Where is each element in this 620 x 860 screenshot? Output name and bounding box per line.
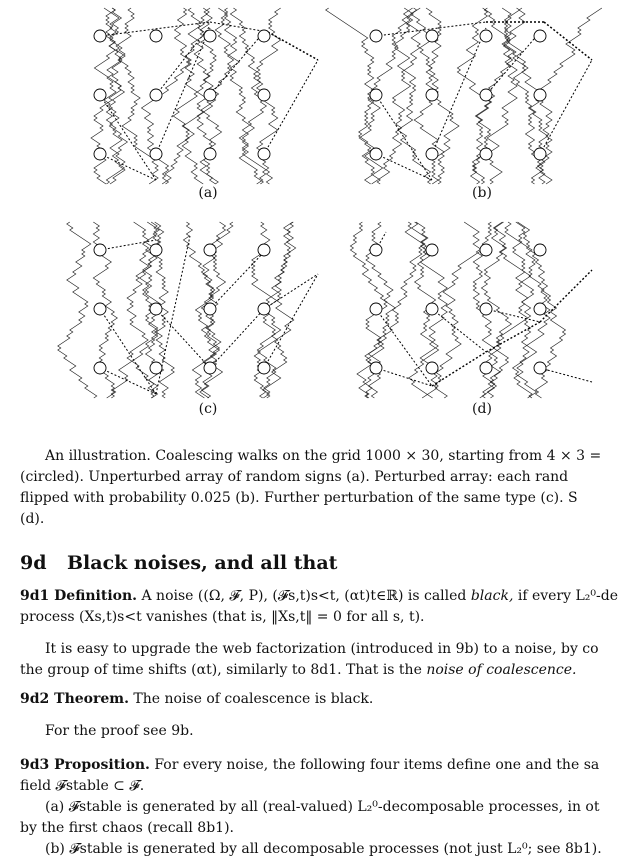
start-point-circle (150, 244, 162, 256)
start-point-circle (258, 89, 270, 101)
start-point-circle (534, 244, 546, 256)
start-point-circle (94, 244, 106, 256)
start-point-circle (534, 303, 546, 315)
start-point-circle (204, 244, 216, 256)
coalescence-link (544, 22, 592, 60)
start-point-circle (426, 89, 438, 101)
proposition-label: 9d3 Proposition. (20, 757, 150, 773)
coalescing-walks-plot-a (90, 8, 326, 184)
walk-trace (395, 8, 431, 184)
start-point-circle (204, 148, 216, 160)
section-heading (20, 552, 337, 574)
start-point-circle (426, 30, 438, 42)
definition-term: black, (470, 588, 514, 604)
start-point-circle (258, 303, 270, 315)
coalescence-link (264, 274, 318, 309)
theorem-text: The noise of coalescence is black. (133, 691, 374, 707)
start-point-circle (94, 30, 106, 42)
coalescence-link (100, 95, 156, 180)
coalescence-link (264, 60, 318, 154)
figure-panel-b (366, 8, 595, 184)
figure-description-line: flipped with probability 0.025 (b). Further perturbation of the same type (c). S (20, 490, 578, 506)
coalescence-link (540, 368, 592, 382)
start-point-circle (370, 244, 382, 256)
start-point-circle (370, 303, 382, 315)
paragraph-noise-of-coalescence (20, 639, 620, 681)
start-point-circle (480, 30, 492, 42)
start-point-circle (370, 30, 382, 42)
figure-caption-b: (b) (472, 185, 492, 201)
start-point-circle (150, 303, 162, 315)
start-point-circle (534, 89, 546, 101)
coalescence-link (210, 252, 264, 309)
figure-panel-a (90, 8, 326, 184)
figure-panel-d (366, 222, 595, 398)
start-point-circle (426, 244, 438, 256)
coalescence-link (100, 309, 156, 394)
start-point-circle (426, 303, 438, 315)
proposition-text: For every noise, the following four items define one and the sa (154, 757, 600, 773)
coalescence-link (540, 60, 592, 154)
proof-reference (20, 721, 620, 742)
coalescence-link (376, 368, 432, 386)
start-point-circle (426, 362, 438, 374)
start-point-circle (480, 148, 492, 160)
start-point-circle (150, 30, 162, 42)
start-point-circle (534, 148, 546, 160)
figure-description (20, 446, 620, 530)
start-point-circle (204, 89, 216, 101)
start-point-circle (426, 148, 438, 160)
start-point-circle (204, 362, 216, 374)
start-point-circle (370, 362, 382, 374)
proof-text: For the proof see 9b. (45, 723, 194, 739)
definition-line: process (Xs,t)s<t vanishes (that is, ‖Xs,t‖ = 0 for all s, t). (20, 609, 425, 625)
start-point-circle (94, 362, 106, 374)
coalescing-walks-plot-b (366, 8, 595, 184)
paragraph-text: the group of time shifts (αt), similarly to 8d1. That is the (20, 662, 422, 678)
start-point-circle (480, 362, 492, 374)
coalescence-link (486, 32, 540, 95)
proposition-item-a-cont: by the first chaos (recall 8b1). (20, 820, 234, 836)
theorem-9d2 (20, 689, 620, 710)
start-point-circle (258, 30, 270, 42)
section-title: Black noises, and all that (67, 552, 338, 574)
section-number: 9d (20, 552, 47, 574)
figure-description-line: An illustration. Coalescing walks on the grid 1000 × 30, starting from 4 × 3 = (45, 448, 602, 464)
start-point-circle (94, 303, 106, 315)
start-point-circle (94, 148, 106, 160)
coalescence-link (210, 22, 268, 32)
figure-description-line: (circled). Unperturbed array of random signs (a). Perturbed array: each rand (20, 469, 569, 485)
coalescence-link (486, 309, 540, 322)
figure-description-line: (d). (20, 511, 45, 527)
coalescence-link (210, 309, 264, 368)
proposition-item-b: (b) 𝓕stable is generated by all decomposable processes (not just L₂⁰; see 8b1). (45, 841, 602, 857)
paragraph-line: It is easy to upgrade the web factorization (introduced in 9b) to a noise, by co (45, 641, 599, 657)
definition-label: 9d1 Definition. (20, 588, 138, 604)
definition-text: A noise (141, 588, 194, 604)
start-point-circle (150, 362, 162, 374)
start-point-circle (370, 89, 382, 101)
definition-text: is called (407, 588, 467, 604)
definition-text: if every L₂⁰-de (517, 588, 618, 604)
coalescence-link (100, 368, 156, 394)
figure-caption-c: (c) (198, 401, 218, 417)
coalescence-link (100, 154, 156, 180)
start-point-circle (534, 30, 546, 42)
start-point-circle (258, 362, 270, 374)
proposition-item-a: (a) 𝓕stable is generated by all (real-valued) L₂⁰-decomposable processes, in ot (45, 799, 600, 815)
walk-trace (142, 8, 190, 184)
coalescence-link (486, 322, 540, 352)
figure-caption-d: (d) (472, 401, 492, 417)
paragraph-term: noise of coalescence. (426, 662, 577, 678)
start-point-circle (94, 89, 106, 101)
start-point-circle (370, 148, 382, 160)
start-point-circle (204, 30, 216, 42)
definition-math: ((Ω, 𝓕, P), (𝓕s,t)s<t, (αt)t∈ℝ) (197, 588, 404, 604)
start-point-circle (480, 244, 492, 256)
coalescence-link (156, 28, 210, 154)
walk-trace (215, 8, 263, 184)
start-point-circle (258, 148, 270, 160)
coalescing-walks-plot-c (90, 222, 326, 398)
coalescence-link (432, 352, 486, 386)
coalescence-link (210, 32, 264, 95)
walk-trace (58, 222, 97, 398)
proposition-line: field 𝓕stable ⊂ 𝓕. (20, 778, 145, 794)
start-point-circle (204, 303, 216, 315)
start-point-circle (480, 303, 492, 315)
start-point-circle (150, 148, 162, 160)
start-point-circle (258, 244, 270, 256)
coalescence-link (540, 270, 592, 322)
coalescence-link (376, 309, 432, 386)
proposition-9d3 (20, 755, 620, 860)
start-point-circle (534, 362, 546, 374)
figure-caption-a: (a) (198, 185, 218, 201)
coalescence-link (268, 32, 318, 60)
figure-panel-c (90, 222, 326, 398)
definition-9d1 (20, 586, 620, 628)
start-point-circle (480, 89, 492, 101)
coalescing-walks-plot-d (366, 222, 595, 398)
start-point-circle (150, 89, 162, 101)
theorem-label: 9d2 Theorem. (20, 691, 129, 707)
